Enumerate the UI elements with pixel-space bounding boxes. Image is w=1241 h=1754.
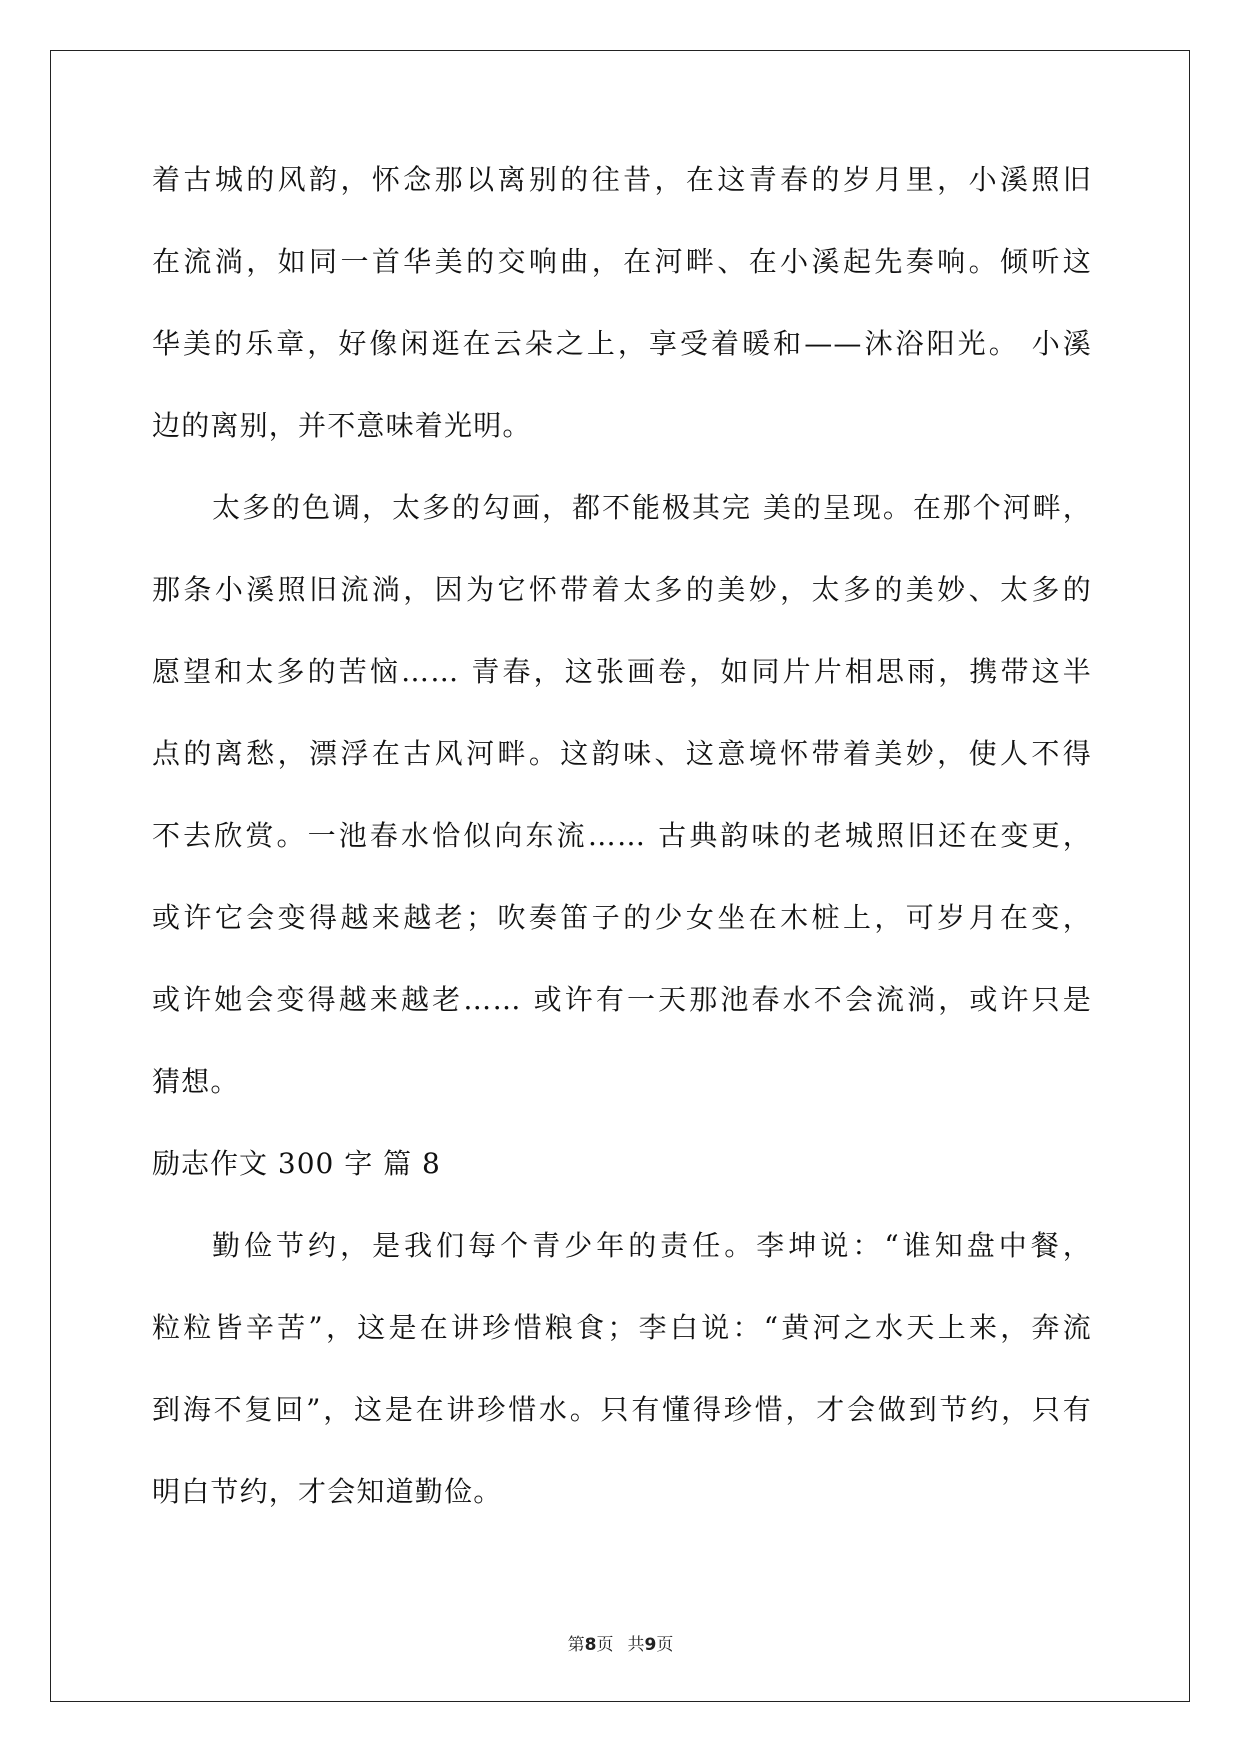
text-line: 愿望和太多的苦恼…… 青春，这张画卷，如同片片相思雨，携带这半 [152,655,1092,688]
total-label-prefix: 共 [627,1635,645,1655]
section-heading: 励志作文 300 字 篇 8 [152,1147,441,1180]
page-footer [0,1635,1241,1655]
text-line: 那条小溪照旧流淌，因为它怀带着太多的美妙，太多的美妙、太多的 [152,573,1092,606]
document-body [152,163,1092,1560]
paragraph [152,1229,1092,1560]
text-line: 着古城的风韵，怀念那以离别的往昔，在这青春的岁月里，小溪照旧 [152,163,1092,196]
paragraph [152,491,1092,1150]
text-line: 华美的乐章，好像闲逛在云朵之上，享受着暖和——沐浴阳光。 小溪 [152,327,1092,360]
text-line: 到海不复回”，这是在讲珍惜水。只有懂得珍惜，才会做到节约，只有 [152,1393,1092,1426]
text-line: 太多的色调，太多的勾画，都不能极其完 美的呈现。在那个河畔， [212,491,1092,524]
page-label-prefix: 第 [567,1635,585,1655]
text-line: 猜想。 [152,1065,240,1098]
text-line: 边的离别，并不意味着光明。 [152,409,532,442]
text-line: 在流淌，如同一首华美的交响曲，在河畔、在小溪起先奏响。倾听这 [152,245,1092,278]
page-number: 8 [584,1635,597,1655]
text-line: 或许她会变得越来越老…… 或许有一天那池春水不会流淌，或许只是 [152,983,1092,1016]
total-pages: 9 [644,1635,657,1655]
text-line: 或许它会变得越来越老；吹奏笛子的少女坐在木桩上，可岁月在变， [152,901,1092,934]
text-line: 不去欣赏。一池春水恰似向东流…… 古典韵味的老城照旧还在变更， [152,819,1092,852]
text-line: 粒粒皆辛苦”，这是在讲珍惜粮食；李白说：“黄河之水天上来，奔流 [152,1311,1092,1344]
text-line: 点的离愁，漂浮在古风河畔。这韵味、这意境怀带着美妙，使人不得 [152,737,1092,770]
paragraph [152,163,1092,494]
text-line: 明白节约，才会知道勤俭。 [152,1475,503,1508]
page-label-suffix: 页 [596,1635,614,1655]
total-label-suffix: 页 [656,1635,674,1655]
text-line: 勤俭节约，是我们每个青少年的责任。李坤说：“谁知盘中餐， [212,1229,1092,1262]
